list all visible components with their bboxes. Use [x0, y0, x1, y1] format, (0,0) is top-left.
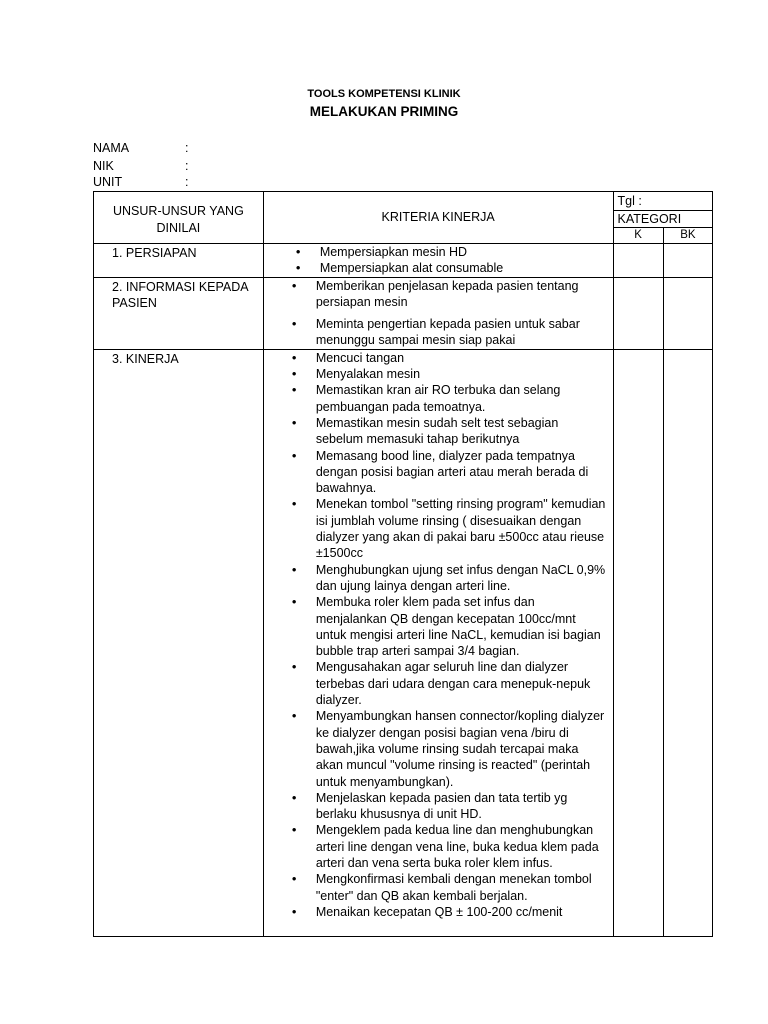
criteria-item: • Mencuci tangan [264, 350, 613, 366]
criteria-cell [263, 349, 613, 936]
score-bk-cell[interactable] [663, 349, 712, 936]
section-label-text: 2. INFORMASI KEPADA PASIEN [112, 279, 248, 310]
header-kategori: KATEGORI [613, 211, 713, 228]
document-subtitle: TOOLS KOMPETENSI KLINIK [307, 88, 461, 100]
criteria-item: • Mengusahakan agar seluruh line dan dialyzer terbebas dari udara dengan cara menepuk-nepuk dialyzer. [264, 659, 613, 708]
score-k-cell[interactable] [613, 277, 663, 349]
score-k-cell[interactable] [613, 244, 663, 278]
field-nik [93, 159, 189, 173]
criteria-item: • Mempersiapkan mesin HD [264, 244, 613, 260]
criteria-item: • Mengkonfirmasi kembali dengan menekan tombol "enter" dan QB akan kembali berjalan. [264, 871, 613, 904]
header-bk: BK [663, 228, 712, 244]
criteria-item: • Mengeklem pada kedua line dan menghubungkan arteri line dengan vena line, buka kedua klem pada arteri dan vena serta buka roler klem infus. [264, 822, 613, 871]
criteria-item: • Memasang bood line, dialyzer pada tempatnya dengan posisi bagian arteri atau merah berada di bawahnya. [264, 448, 613, 497]
section-label: 1. PERSIAPAN [94, 244, 264, 278]
criteria-item: • Membuka roler klem pada set infus dan menjalankan QB dengan kecepatan 100cc/mnt untuk mengisi arteri line NaCL, kemudian isi bagian bubble trap arteri sampai 3/4 bagian. [264, 594, 613, 659]
document-title: MELAKUKAN PRIMING [309, 104, 459, 119]
header-tgl: Tgl : [613, 192, 713, 211]
criteria-list [264, 244, 613, 277]
criteria-item: • Menjelaskan kepada pasien dan tata tertib yg berlaku khususnya di unit HD. [264, 790, 613, 823]
score-k-cell[interactable] [613, 349, 663, 936]
criteria-item: • Memberikan penjelasan kepada pasien tentang persiapan mesin [264, 278, 613, 311]
header-unsur: UNSUR-UNSUR YANG DINILAI [94, 192, 264, 244]
criteria-item: • Menyambungkan hansen connector/kopling dialyzer ke dialyzer dengan posisi bagian vena /biru di bawah,jika volume rinsing sudah tercapai maka akan muncul "volume rinsing is reacted" (perintah untuk menyambungkan). [264, 708, 613, 789]
header-k: K [613, 228, 663, 244]
field-nik-label: NIK [93, 159, 114, 173]
score-bk-cell[interactable] [663, 244, 712, 278]
field-nik-colon: : [185, 159, 189, 173]
criteria-item: • Menaikan kecepatan QB ± 100-200 cc/menit [264, 904, 613, 920]
criteria-item: • Menghubungkan ujung set infus dengan NaCL 0,9% dan ujung lainya dengan arteri line. [264, 562, 613, 595]
criteria-item: • Meminta pengertian kepada pasien untuk sabar menunggu sampai mesin siap pakai [264, 316, 613, 349]
field-nama-colon: : [185, 141, 189, 155]
evaluation-table [93, 191, 713, 937]
criteria-item: • Menyalakan mesin [264, 366, 613, 382]
field-unit-label: UNIT [93, 175, 123, 189]
criteria-list [264, 278, 613, 349]
criteria-item: • Mempersiapkan alat consumable [264, 260, 613, 276]
criteria-item: • Menekan tombol "setting rinsing program" kemudian isi jumblah volume rinsing ( disesuaikan dengan dialyzer yang akan di pakai baru ±500cc atau rieuse ±1500cc [264, 496, 613, 561]
section-row-kinerja [94, 349, 713, 936]
section-label [94, 277, 264, 349]
header-kriteria: KRITERIA KINERJA [263, 192, 613, 244]
section-label: 3. KINERJA [94, 349, 264, 936]
section-row-informasi [94, 277, 713, 349]
field-unit [93, 175, 189, 189]
score-bk-cell[interactable] [663, 277, 712, 349]
criteria-item: • Memastikan kran air RO terbuka dan selang pembuangan pada temoatnya. [264, 382, 613, 415]
section-row-persiapan [94, 244, 713, 278]
criteria-list [264, 350, 613, 920]
criteria-cell [263, 277, 613, 349]
header-row-1 [94, 192, 713, 211]
criteria-cell [263, 244, 613, 278]
criteria-item: • Memastikan mesin sudah selt test sebagian sebelum memasuki tahap berikutnya [264, 415, 613, 448]
field-nama [93, 141, 189, 155]
field-unit-colon: : [185, 175, 189, 189]
field-nama-label: NAMA [93, 141, 130, 155]
